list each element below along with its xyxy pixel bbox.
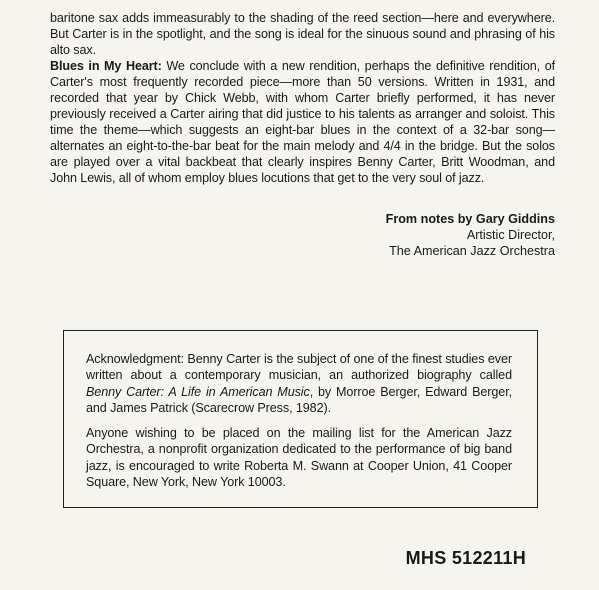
liner-paragraph-1: baritone sax adds immeasurably to the shading of the reed section—here and everywhere. But Carter is in the spotlight, and the song is ideal for the sinuous sound and phrasing of his alto sax. [50,11,555,57]
song-description: We conclude with a new rendition, perhaps the definitive rendition, of Carter's most frequently recorded piece—more than 50 versions. Written in 1931, and recorded that year by Chick Webb, with whom Carter briefly performed, it has never previously received a Carter airing that did justice to his talents as arranger and soloist. This time the theme—which suggests an eight-bar blues in the context of a 32-bar song—alternates an eight-to-the-bar beat for the main melody and 4/4 in the bridge. But the solos are played over a vital backbeat that clearly inspires Benny Carter, Britt Woodman, and John Lewis, all of whom employ blues locutions that get to the very soul of jazz. [50,59,556,185]
acknowledgment-paragraph [86,351,512,416]
credits [386,211,555,259]
book-title: Benny Carter: A Life in American Music [86,384,310,399]
mailing-list-paragraph: Anyone wishing to be placed on the mailing list for the American Jazz Orchestra, a nonprofit organization dedicated to the performance of big band jazz, is encouraged to write Roberta M. Swann at Cooper Union, 41 Cooper Square, New York, New York 10003. [86,426,512,490]
ack-text-post: , by Morroe Berger, Edward Berger, and James Patrick (Scarecrow Press, 1982). [86,384,512,415]
liner-paragraph-2 [50,58,555,186]
credits-organization: The American Jazz Orchestra [389,244,555,258]
acknowledgment-box [63,330,538,508]
ack-text-pre: Acknowledgment: Benny Carter is the subject of one of the finest studies ever written about a contemporary musician, an authorized biography called [86,352,512,383]
song-title: Blues in My Heart: [50,59,162,73]
credits-author: From notes by Gary Giddins [385,212,555,226]
credits-role: Artistic Director, [466,228,555,242]
liner-notes [50,10,555,186]
catalog-number: MHS 512211H [405,548,526,568]
acknowledgment-text [86,351,512,499]
